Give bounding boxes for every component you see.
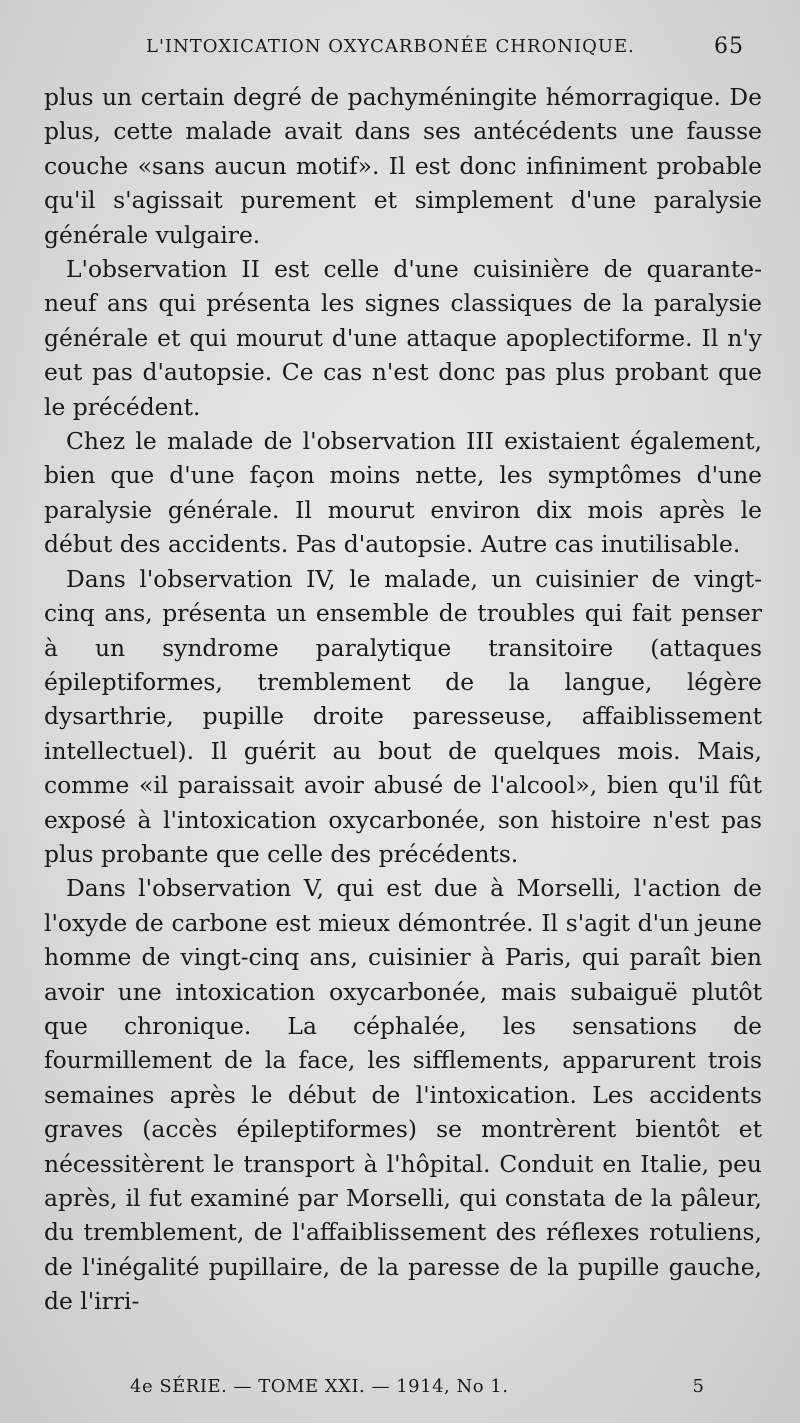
- signature-mark: 5: [692, 1376, 704, 1397]
- running-header: [60, 32, 748, 66]
- paragraph-observation-3: Chez le malade de l'observation III existaient également, bien que d'une façon moins nette, les symptômes d'une paralysie générale. Il mourut environ dix mois après le début des accidents. Pas d'autopsie. Autre cas inutilisable.: [44, 427, 762, 559]
- paragraph-observation-4: Dans l'observation IV, le malade, un cuisinier de vingt-cinq ans, présenta un ensemble de troubles qui fait penser à un syndrome paralytique transitoire (attaques épileptiformes, tremblement de la langue, légère dysarthrie, pupille droite paresseuse, affaiblissement intellectuel). Il guérit au bout de quelques mois. Mais, comme «il paraissait avoir abusé de l'alcool», bien qu'il fût exposé à l'intoxication oxycarbonée, son histoire n'est pas plus probante que celle des précédents.: [44, 564, 762, 868]
- paragraph-continuation: plus un certain degré de pachyméningite hémorragique. De plus, cette malade avait dans ses antécédents une fausse couche «sans aucun motif». Il est donc infiniment probable qu'il s'agissait purement et simplement d'une paralysie générale vulgaire.: [44, 83, 762, 249]
- series-line: 4e SÉRIE. — TOME XXI. — 1914, No 1.: [130, 1376, 509, 1397]
- page-footer: [130, 1376, 704, 1406]
- paragraph-observation-5: Dans l'observation V, qui est due à Morselli, l'action de l'oxyde de carbone est mieux démontrée. Il s'agit d'un jeune homme de vingt-cinq ans, cuisinier à Paris, qui paraît bien avoir une intoxication oxycarbonée, mais subaiguë plutôt que chronique. La céphalée, les sensations de fourmillement de la face, les sifflements, apparurent trois semaines après le début de l'intoxication. Les accidents graves (accès épileptiformes) se montrèrent bientôt et nécessitèrent le transport à l'hôpital. Conduit en Italie, peu après, il fut examiné par Morselli, qui constata de la pâleur, du tremblement, de l'affaiblissement des réflexes rotuliens, de l'inégalité pupillaire, de la paresse de la pupille gauche, de l'irri-: [44, 874, 762, 1316]
- paragraph-observation-2: L'observation II est celle d'une cuisinière de quarante-neuf ans qui présenta les signes classiques de la paralysie générale et qui mourut d'une attaque apoplectiforme. Il n'y eut pas d'autopsie. Ce cas n'est donc pas plus probant que le précédent.: [44, 255, 762, 421]
- page-number: 65: [714, 34, 744, 59]
- body-text: [44, 80, 762, 1319]
- running-title: L'INTOXICATION OXYCARBONÉE CHRONIQUE.: [146, 36, 635, 57]
